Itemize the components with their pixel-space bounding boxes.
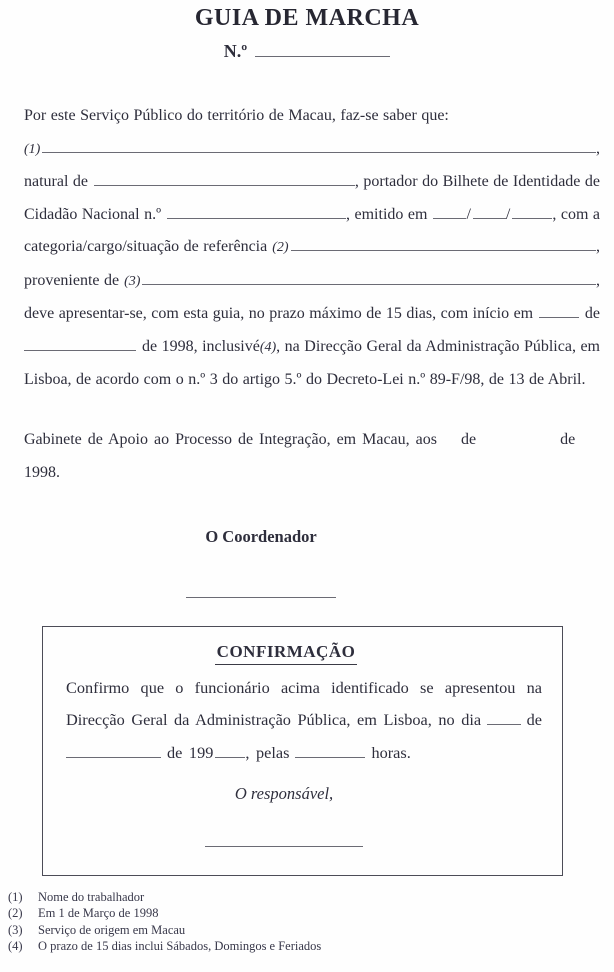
of-text: de	[560, 431, 576, 448]
blank-issue-year	[512, 216, 552, 219]
date-slash: /	[466, 205, 471, 223]
blank-start-month	[24, 348, 136, 351]
footnote-text: O prazo de 15 dias inclui Sábados, Domingos e Feriados	[38, 939, 322, 953]
closing-year-text: 1998.	[24, 463, 60, 481]
with-the-text: , com a	[552, 205, 600, 223]
footnote-number: (1)	[8, 889, 23, 904]
of-text: de	[526, 710, 542, 729]
category-line	[24, 237, 600, 258]
origin-line	[24, 271, 600, 292]
blank-presentation-hour	[295, 755, 365, 758]
law-reference-line	[24, 370, 600, 390]
confirmation-box	[42, 626, 563, 876]
footnote-marker-3: (3)	[124, 273, 141, 289]
hours-text: horas.	[371, 742, 411, 762]
deadline-text: deve apresentar-se, com esta guia, no prazo máximo de 15 dias, com início em	[24, 305, 534, 322]
coordinator-signature-row	[0, 585, 568, 595]
blank-presentation-month	[66, 755, 161, 758]
blank-guide-number	[255, 54, 390, 57]
deadline-line	[24, 304, 600, 324]
footnote-number: (4)	[8, 939, 23, 953]
footnotes	[8, 889, 604, 955]
intro-text: Por este Serviço Público do território de Macau, faz-se saber que:	[24, 107, 449, 124]
closing-line-1	[24, 430, 600, 450]
comma: ,	[596, 271, 600, 289]
closing-paragraph	[24, 430, 600, 483]
blank-presentation-year	[215, 755, 245, 758]
law-reference-text: Lisboa, de acordo com o n.º 3 do artigo 5.º do Decreto-Lei n.º 89-F/98, de 13 de Abril.	[24, 371, 586, 388]
footnote-4	[8, 938, 604, 955]
confirmation-line-2	[66, 710, 542, 730]
footnote-number: (2)	[8, 906, 23, 920]
footnote-marker-4: (4)	[259, 339, 277, 355]
blank-origin-service	[142, 282, 596, 285]
at-text: , pelas	[245, 742, 290, 762]
birthplace-line	[24, 172, 600, 192]
blank-start-day	[539, 315, 579, 318]
blank-issue-month	[473, 216, 506, 219]
gap-closing-day	[437, 442, 461, 444]
responsible-heading: O responsável,	[234, 783, 334, 803]
year-prefix-text: de 199	[167, 742, 214, 762]
id-holder-text: , portador do Bilhete de Identidade de	[354, 173, 600, 190]
birthplace-label: natural de	[24, 173, 89, 190]
guide-number-label: N.º	[223, 41, 248, 61]
coordinator-heading: O Coordenador	[205, 526, 317, 546]
blank-birthplace	[94, 183, 355, 186]
footnote-3	[8, 922, 604, 939]
footnote-marker-1: (1)	[24, 141, 41, 157]
id-number-line	[24, 205, 600, 225]
confirmation-title: CONFIRMAÇÃO	[215, 642, 358, 665]
closing-text: Gabinete de Apoio ao Processo de Integração, em Macau, aos	[24, 431, 437, 448]
footnote-text: Nome do trabalhador	[38, 889, 145, 904]
of-text: de	[460, 431, 477, 448]
body-text	[24, 106, 600, 483]
intro-line	[24, 106, 600, 126]
blank-coordinator-signature	[186, 595, 336, 598]
origin-label: proveniente de	[24, 271, 120, 289]
directorate-text: , na Direcção Geral da Administração Pública, em	[276, 337, 600, 355]
date-slash: /	[505, 205, 511, 223]
confirmation-line-1: Confirmo que o funcionário acima identificado se apresentou na	[66, 677, 542, 697]
closing-line-2	[24, 463, 600, 483]
footnote-text: Serviço de origem em Macau	[38, 922, 186, 937]
guide-number-row	[0, 41, 614, 62]
confirmation-title-row	[48, 642, 524, 665]
comma: ,	[596, 139, 600, 157]
year-inclusive-text: de 1998, inclusivé	[141, 337, 260, 355]
comma: ,	[596, 238, 600, 255]
footnote-text: Em 1 de Março de 1998	[38, 906, 159, 920]
issued-on-text: , emitido em	[346, 205, 428, 223]
footnote-2	[8, 905, 604, 922]
blank-presentation-day	[487, 722, 520, 725]
id-number-label: Cidadão Nacional n.º	[24, 205, 162, 223]
blank-responsible-signature	[205, 844, 363, 847]
footnote-number: (3)	[8, 922, 23, 937]
document-title: GUIA DE MARCHA	[194, 5, 420, 31]
blank-issue-day	[433, 216, 466, 219]
presentation-place-text: Direcção Geral da Administração Pública, em Lisboa, no dia	[66, 710, 482, 729]
blank-id-number	[167, 216, 346, 219]
category-label: categoria/cargo/situação de referência	[24, 238, 268, 255]
blank-worker-name	[42, 150, 596, 153]
start-month-line	[24, 337, 600, 358]
worker-name-line	[24, 139, 600, 160]
of-text: de	[584, 305, 600, 322]
blank-category	[291, 248, 596, 251]
footnote-marker-2: (2)	[272, 240, 289, 255]
footnote-1	[8, 889, 604, 906]
confirmation-line-3	[66, 743, 542, 763]
gap-closing-month	[476, 442, 560, 444]
responsible-signature-row	[46, 834, 522, 844]
